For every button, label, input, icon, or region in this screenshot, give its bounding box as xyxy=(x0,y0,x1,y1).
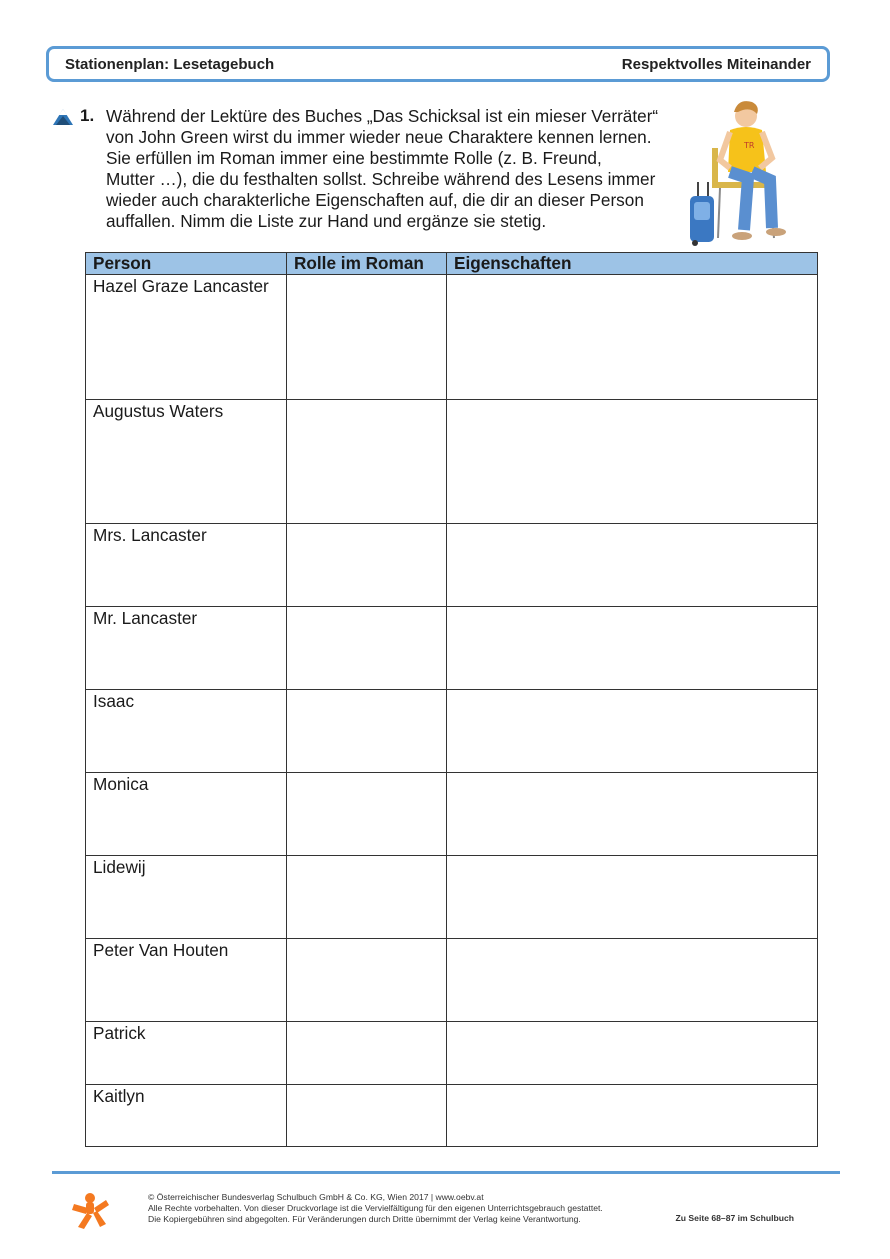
footer-divider xyxy=(52,1171,840,1174)
eigenschaften-cell[interactable] xyxy=(447,939,818,1022)
table-header-row xyxy=(86,253,818,275)
rolle-cell[interactable] xyxy=(287,400,447,524)
table-row xyxy=(86,773,818,856)
eigenschaften-cell[interactable] xyxy=(447,1085,818,1147)
table-row xyxy=(86,1022,818,1085)
person-cell: Lidewij xyxy=(86,856,287,939)
task-number: 1. xyxy=(80,106,95,125)
table-row xyxy=(86,939,818,1022)
header-box xyxy=(46,46,830,82)
task-line: Sie erfüllen im Roman immer eine bestimmte Rolle (z. B. Freund, xyxy=(106,148,602,168)
footer-line: Die Kopiergebühren sind abgegolten. Für Veränderungen durch Dritte übernimmt der Verlag keine Verantwortung. xyxy=(148,1214,581,1224)
person-cell: Monica xyxy=(86,773,287,856)
person-cell: Mr. Lancaster xyxy=(86,607,287,690)
eigenschaften-cell[interactable] xyxy=(447,400,818,524)
oebv-logo xyxy=(70,1190,110,1230)
eigenschaften-cell[interactable] xyxy=(447,773,818,856)
person-cell: Kaitlyn xyxy=(86,1085,287,1147)
footer-copyright xyxy=(148,1192,668,1225)
header-topic: Respektvolles Miteinander xyxy=(621,55,811,73)
header-title: Stationenplan: Lesetagebuch xyxy=(65,55,275,73)
person-cell: Isaac xyxy=(86,690,287,773)
rolle-cell[interactable] xyxy=(287,275,447,400)
task-line: Mutter …), die du festhalten sollst. Schreibe während des Lesens immer xyxy=(106,169,656,189)
person-cell: Augustus Waters xyxy=(86,400,287,524)
rolle-cell[interactable] xyxy=(287,690,447,773)
eigenschaften-cell[interactable] xyxy=(447,524,818,607)
footer-line: © Österreichischer Bundesverlag Schulbuch GmbH & Co. KG, Wien 2017 | www.oebv.at xyxy=(148,1192,484,1202)
eigenschaften-cell[interactable] xyxy=(447,856,818,939)
eigenschaften-cell[interactable] xyxy=(447,607,818,690)
table-row xyxy=(86,1085,818,1147)
column-header-rolle: Rolle im Roman xyxy=(287,253,447,275)
table-row xyxy=(86,400,818,524)
footer-line: Alle Rechte vorbehalten. Von dieser Druckvorlage ist die Vervielfältigung für den eigenen Unterrichtsgebrauch gestattet. xyxy=(148,1203,603,1213)
person-cell: Peter Van Houten xyxy=(86,939,287,1022)
column-header-person: Person xyxy=(86,253,287,275)
table-row xyxy=(86,856,818,939)
eigenschaften-cell[interactable] xyxy=(447,1022,818,1085)
svg-text:TR: TR xyxy=(744,141,755,150)
task-instruction xyxy=(106,106,696,232)
rolle-cell[interactable] xyxy=(287,856,447,939)
column-header-eigenschaften: Eigenschaften xyxy=(447,253,818,275)
rolle-cell[interactable] xyxy=(287,524,447,607)
rolle-cell[interactable] xyxy=(287,607,447,690)
task-line: von John Green wirst du immer wieder neue Charaktere kennen lernen. xyxy=(106,127,652,147)
table-row xyxy=(86,607,818,690)
person-cell: Hazel Graze Lancaster xyxy=(86,275,287,400)
footer-page-reference: Zu Seite 68–87 im Schulbuch xyxy=(675,1213,794,1223)
rolle-cell[interactable] xyxy=(287,1022,447,1085)
person-cell: Mrs. Lancaster xyxy=(86,524,287,607)
table-row xyxy=(86,690,818,773)
character-table xyxy=(85,252,818,1147)
rolle-cell[interactable] xyxy=(287,773,447,856)
task-line: Während der Lektüre des Buches „Das Schicksal ist ein mieser Verräter“ xyxy=(106,106,659,126)
mountain-level-icon xyxy=(52,108,74,126)
rolle-cell[interactable] xyxy=(287,939,447,1022)
person-cell: Patrick xyxy=(86,1022,287,1085)
eigenschaften-cell[interactable] xyxy=(447,690,818,773)
rolle-cell[interactable] xyxy=(287,1085,447,1147)
table-row xyxy=(86,524,818,607)
table-row xyxy=(86,275,818,400)
task-line: wieder auch charakterliche Eigenschaften auf, die dir an dieser Person xyxy=(106,190,644,210)
task-line: auffallen. Nimm die Liste zur Hand und ergänze sie stetig. xyxy=(106,211,547,231)
eigenschaften-cell[interactable] xyxy=(447,275,818,400)
student-on-chair-illustration xyxy=(686,98,796,248)
